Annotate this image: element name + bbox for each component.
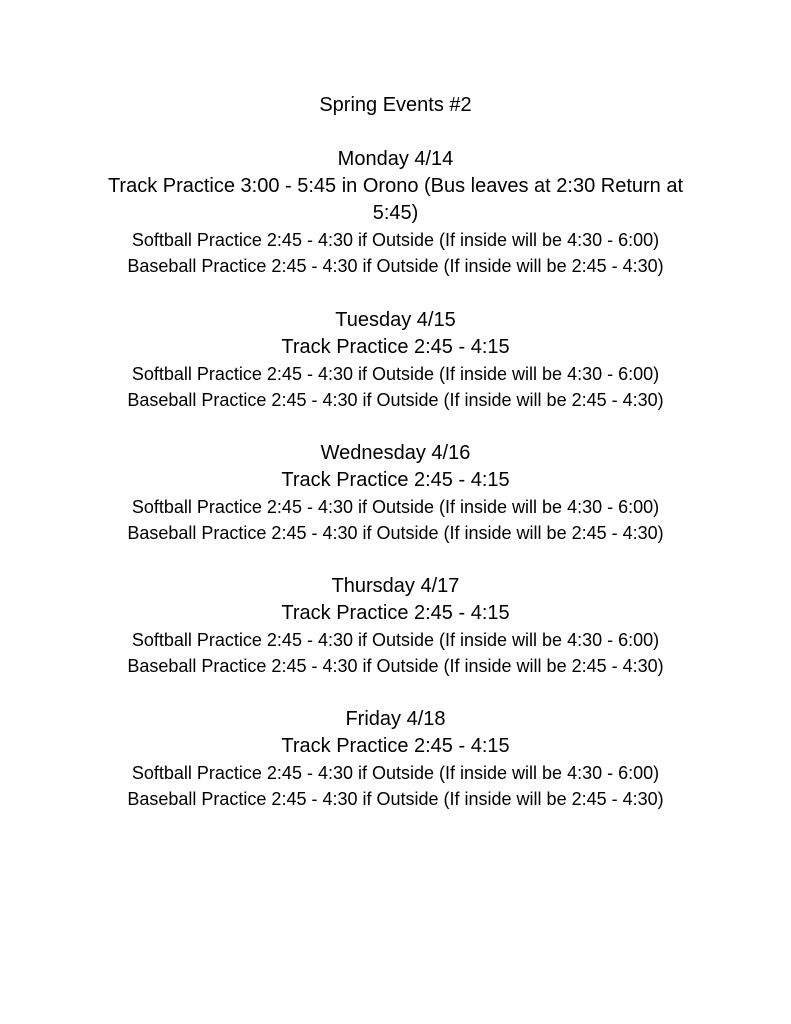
- day-heading: Wednesday 4/16: [320, 442, 471, 464]
- baseball-practice-line: Baseball Practice 2:45 - 4:30 if Outside (If inside will be 2:45 - 4:30): [127, 390, 664, 410]
- day-section-wednesday: [0, 440, 791, 546]
- track-practice-line: Track Practice 2:45 - 4:15: [281, 602, 510, 624]
- day-section-friday: [0, 706, 791, 812]
- softball-practice-line: Softball Practice 2:45 - 4:30 if Outside (If inside will be 4:30 - 6:00): [131, 763, 660, 783]
- day-heading: Friday 4/18: [345, 708, 446, 730]
- baseball-practice-line: Baseball Practice 2:45 - 4:30 if Outside (If inside will be 2:45 - 4:30): [127, 256, 664, 276]
- day-section-monday: [0, 146, 791, 279]
- baseball-practice-line: Baseball Practice 2:45 - 4:30 if Outside (If inside will be 2:45 - 4:30): [127, 523, 664, 543]
- day-section-tuesday: [0, 307, 791, 413]
- document-title: Spring Events #2: [319, 94, 472, 116]
- day-heading: Monday 4/14: [337, 148, 454, 170]
- baseball-practice-line: Baseball Practice 2:45 - 4:30 if Outside (If inside will be 2:45 - 4:30): [127, 789, 664, 809]
- track-practice-line: Track Practice 2:45 - 4:15: [281, 336, 510, 358]
- day-section-thursday: [0, 573, 791, 679]
- softball-practice-line: Softball Practice 2:45 - 4:30 if Outside (If inside will be 4:30 - 6:00): [131, 630, 660, 650]
- track-practice-line: Track Practice 3:00 - 5:45 in Orono (Bus leaves at 2:30 Return at 5:45): [107, 175, 684, 224]
- track-practice-line: Track Practice 2:45 - 4:15: [281, 469, 510, 491]
- day-heading: Tuesday 4/15: [335, 309, 456, 331]
- baseball-practice-line: Baseball Practice 2:45 - 4:30 if Outside (If inside will be 2:45 - 4:30): [127, 656, 664, 676]
- softball-practice-line: Softball Practice 2:45 - 4:30 if Outside (If inside will be 4:30 - 6:00): [131, 364, 660, 384]
- softball-practice-line: Softball Practice 2:45 - 4:30 if Outside (If inside will be 4:30 - 6:00): [131, 497, 660, 517]
- softball-practice-line: Softball Practice 2:45 - 4:30 if Outside (If inside will be 4:30 - 6:00): [131, 230, 660, 250]
- track-practice-line: Track Practice 2:45 - 4:15: [281, 735, 510, 757]
- day-heading: Thursday 4/17: [331, 575, 460, 597]
